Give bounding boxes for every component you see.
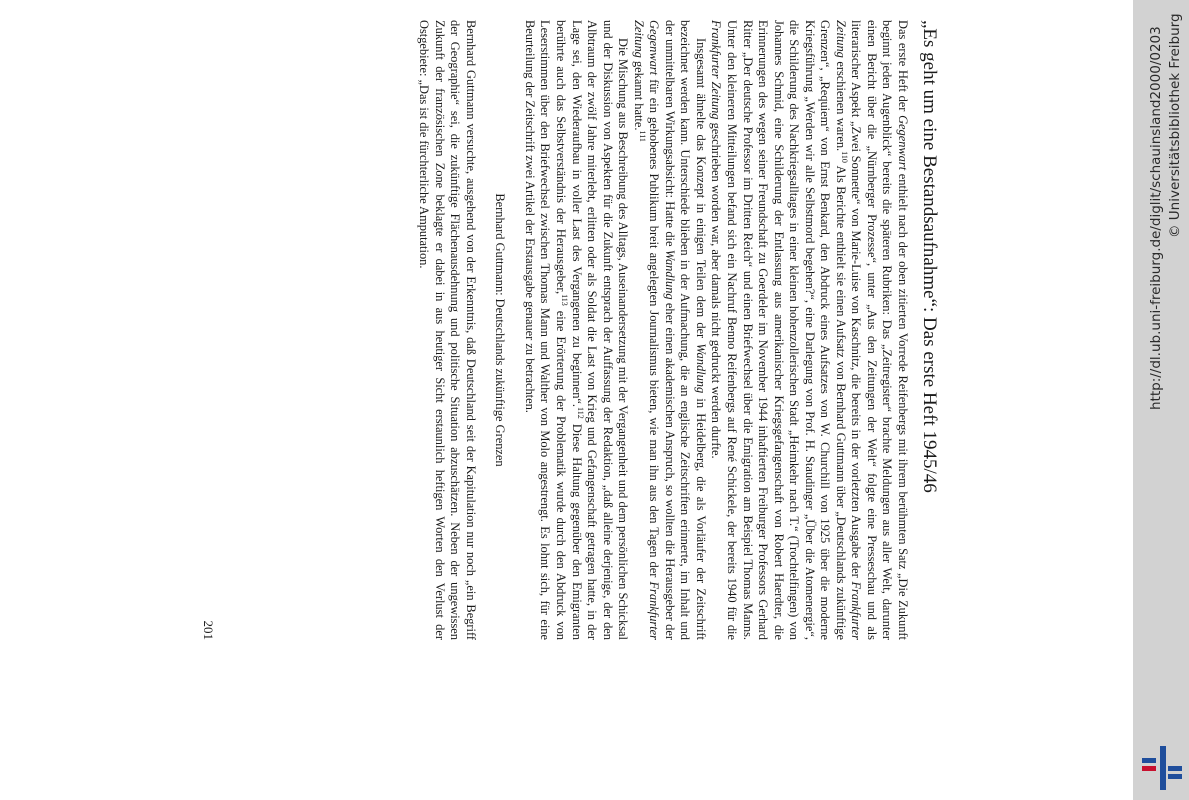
footnote-ref: 112 [575, 407, 585, 419]
text-run: Diese Haltung gegenüber den Emigranten berührte auch das Selbstverständnis der Herausgeber, [553, 20, 584, 640]
text-run: Die Mischung aus Beschreibung des Alltags, Auseinandersetzung mit der Vergangenheit und dem persönlichen Schicksal und der Diskussion von Aspekten für die Zukunft entsprach der Auffassung der Redaktion, „daß alleine derjenige, der den Albtraum der zwölf Jahre miterlebt, erlitten oder als Soldat die Last von Krieg und Gefangenschaft getragen hatte, in der Lage sei, den Wiederaufbau in voller Last des Vergangenen zu beginnen“. [569, 20, 631, 640]
document-page [200, 20, 940, 640]
text-run: enthielt nach der oben zitierten Vorrede Reifenbergs mit ihrem berühmten Satz „Die Zukunft beginnt jeden Augenblick“ bereits die späteren Rubriken: Das „Zeitregister“ brachte Meldungen aus aller Welt, darunter einen Bericht über die „Nürnberger Prozesse“, unter „Aus den Zeitungen der Welt“ folgte eine Presseschau und als literarischer Aspekt „Zwei Sonnette“ von Marie-Luise von Kaschnitz, die bereits in der vorletzten Ausgabe der [849, 20, 910, 641]
logo-bar-right-mid [1168, 766, 1182, 771]
footnote-ref: 113 [560, 294, 570, 306]
text-run: eher einen akademischen Anspruch, so wollten die Herausgeber der [662, 299, 677, 640]
footnote-ref: 111 [637, 130, 647, 142]
logo-bar-vertical [1160, 746, 1166, 790]
italic-run: Wandlung [693, 343, 708, 394]
ub-freiburg-logo-icon [1140, 744, 1184, 792]
section-heading: Bernhard Guttmann: Deutschlands zukünftige Grenzen [493, 193, 508, 467]
text-run: für ein gehobenes Publikum breit angelegten Journalismus bieten, wie man ihn aus den Tagen der [647, 75, 662, 582]
text-run: geschrieben worden war, aber damals nicht gedruckt werden durfte. [709, 119, 724, 459]
copyright-notice: © Universitätsbibliothek Freiburg [1167, 13, 1183, 238]
text-run: Das erste Heft der [896, 20, 910, 116]
logo-bar-left-top [1142, 758, 1156, 763]
italic-run: Wandlung [662, 249, 677, 300]
italic-run: Frankfurter Zeitung [709, 20, 724, 120]
italic-run: Frankfurter Zeitung [631, 20, 662, 640]
logo-bar-left-mid [1142, 766, 1156, 771]
page-number: 201 [201, 620, 216, 640]
text-run: eine Erörterung der Problematik wurde durch den Abdruck von Leserstimmen über den Briefwechsel zwischen Thomas Mann und Walther von Molo angestrengt. Es lohnt sich, für eine Beurteilung der Zeitschrift zwei Artikel der Erstausgabe genauer zu betrachten. [522, 20, 568, 640]
paragraph-2 [630, 20, 708, 640]
logo-bar-right-low [1168, 774, 1182, 779]
italic-run: Frankfurter Zeitung [833, 20, 864, 640]
text-run: Als Berichte enthielt sie einen Aufsatz von Bernhard Guttmann über „Deutschlands zukünftige Grenzen“, „Requiem“ von Ernst Benkard, den Abdruck eines Aufsatzes von W. Churchill von 1925 über die moderne Kriegsführung „Werden wir alle Selbstmord begehen?“, eine Darlegung von Prof. H. Staudinger „Über die Atomenergie“, die Schilderung des Nachkriegsalltages in einer kleinen hohenzollerischen Stadt „Heimkehr nach T.“ (Trochtelfingen) von Johannes Schmid, eine Schilderung der Entlassung aus amerikanischer Kriegsgefangenschaft von Robert Haerdter, die Erinnerungen des wegen seiner Freundschaft zu Goerdeler im November 1944 inhaftierten Freiburger Professors Gerhard Ritter „Der deutsche Professor im Dritten Reich“ und einen Briefwechsel über die Emigration am Beispiel Thomas Manns. Unter den kleineren Mitteilungen befand sich ein Nachruf Benno Reifenbergs auf René Schickele, der bereits 1940 für die [724, 20, 848, 640]
text-run: erschienen waren. [833, 57, 848, 152]
text-run: Insgesamt ähnelte das Konzept in einigen Teilen dem der [693, 38, 708, 344]
text-run: in Heidelberg, die als Vorläufer der Zeitschrift bezeichnet werden kann. Unterschiede blieben in der Aufmachung, die an englische Zeitschriften erinnerte, im Inhalt und der unmittelbaren Wirkungsabsicht: Hatte die [662, 20, 708, 640]
footnote-ref: 110 [839, 151, 849, 163]
page-title: „Es geht um eine Bestandsaufnahme“: Das erste Heft 1945/46 [919, 20, 940, 493]
paragraph-4: Bernhard Guttmann versuchte, ausgehend von der Erkenntnis, daß Deutschland seit der Kapitulation nur noch „ein Begriff der Geographie“ sei, die zukünftige Flächenausdehnung und politische Situation abzuschätzen. Neben der ungewissen Zukunft der französischen Zone beklagte er dabei in aus heutiger Sicht erstaunlich heftigen Worten den Verlust der Ostgebiete: „Das ist die fürchterliche Amputation. [417, 20, 478, 640]
italic-run: Gegenwart [647, 20, 662, 76]
paragraph-1 [708, 20, 910, 640]
paragraph-3 [521, 20, 630, 640]
italic-run: Gegenwart [896, 115, 910, 171]
text-run: gekannt hatte. [631, 57, 646, 131]
permalink-url[interactable]: http://dl.ub.uni-freiburg.de/diglit/schauinsland2000/0203 [1148, 26, 1164, 410]
